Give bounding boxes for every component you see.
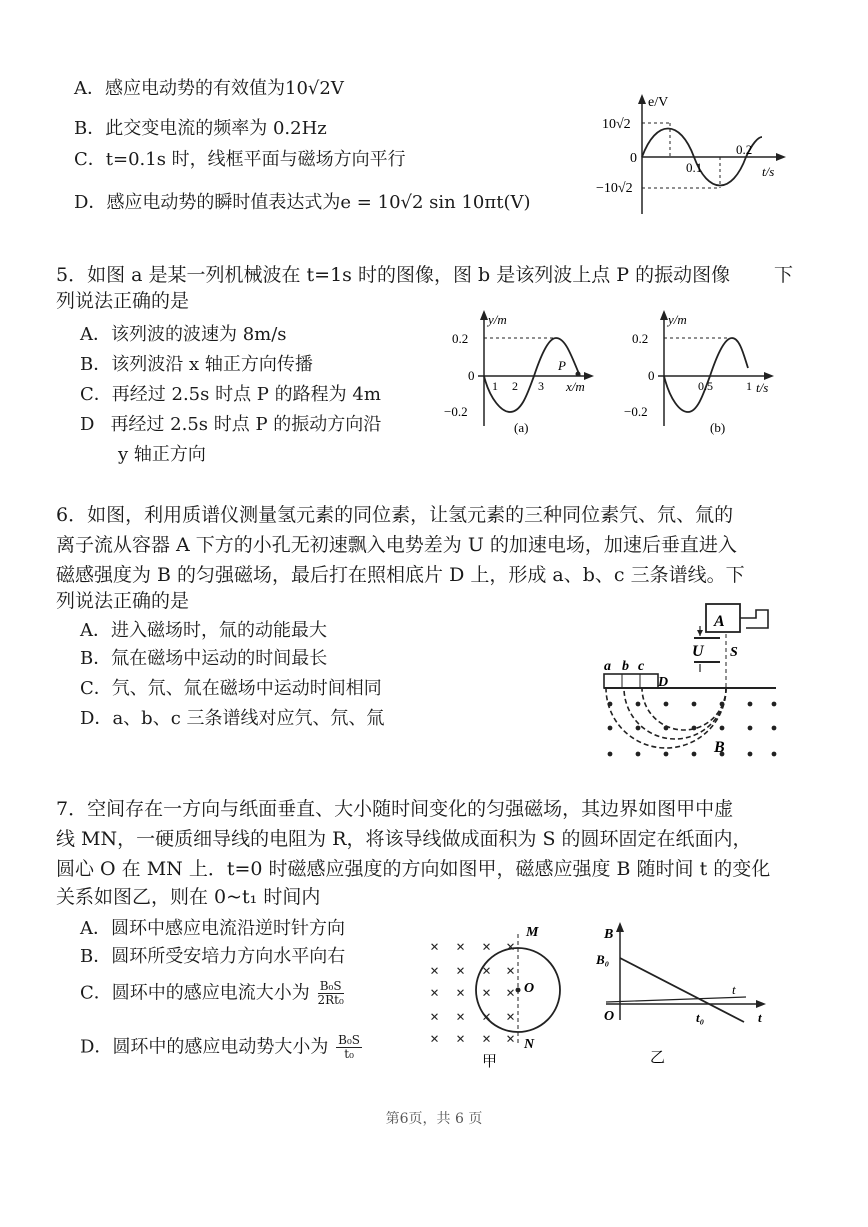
q7-label-O: O bbox=[524, 981, 535, 996]
svg-text:×: × bbox=[506, 1009, 516, 1026]
q7-yi-x-axis: t bbox=[758, 1010, 762, 1025]
q5-stem-line1: 5．如图 a 是某一列机械波在 t=1s 时的图像，图 b 是该列波上点 P 的振动图像 bbox=[56, 264, 731, 286]
q4-x-tick-2: 0.2 bbox=[736, 142, 753, 157]
svg-text:×: × bbox=[506, 1031, 516, 1048]
q5a-point-p: P bbox=[558, 358, 566, 373]
q5-option-d: D 再经过 2.5s 时点 P 的振动方向沿 bbox=[80, 414, 382, 435]
q4-y-axis-label: e/V bbox=[648, 95, 669, 110]
q5-fig-a-wave-graph bbox=[440, 308, 600, 440]
q6-label-B: B bbox=[714, 739, 725, 756]
svg-text:×: × bbox=[482, 985, 492, 1002]
svg-text:×: × bbox=[430, 1031, 440, 1048]
q4-y-min: −10√2 bbox=[596, 181, 633, 196]
q5a-x-tick-2: 2 bbox=[512, 379, 518, 393]
q7-option-b: B．圆环所受安培力方向水平向右 bbox=[80, 946, 346, 967]
q5a-origin: 0 bbox=[468, 368, 475, 383]
q5-stem-line2: 列说法正确的是 bbox=[56, 290, 190, 312]
svg-text:×: × bbox=[506, 985, 516, 1002]
q5b-x-tick-1: 0.5 bbox=[698, 379, 713, 393]
q5b-y-axis-label: y/m bbox=[668, 312, 687, 327]
q7-yi-b0: B₀ bbox=[596, 952, 610, 967]
q5b-caption: (b) bbox=[710, 420, 726, 435]
q7-stem-line2: 线 MN，一硬质细导线的电阻为 R，将该导线做成面积为 S 的圆环固定在纸面内， bbox=[56, 828, 752, 850]
q4-option-a: A．感应电动势的有效值为10√2V bbox=[74, 78, 344, 99]
q6-stem-line3: 磁感强度为 B 的匀强磁场，最后打在照相底片 D 上，形成 a、b、c 三条谱线。下 bbox=[56, 564, 745, 586]
q7-yi-t-mid: t bbox=[732, 982, 736, 997]
q7-stem-line4: 关系如图乙，则在 0~t₁ 时间内 bbox=[56, 886, 321, 908]
svg-text:×: × bbox=[482, 1031, 492, 1048]
svg-text:×: × bbox=[430, 963, 440, 980]
q5b-x-tick-2: 1 bbox=[746, 379, 752, 393]
svg-text:×: × bbox=[456, 1009, 466, 1026]
q5a-y-max: 0.2 bbox=[452, 331, 469, 346]
svg-text:×: × bbox=[456, 939, 466, 956]
svg-text:×: × bbox=[482, 1009, 492, 1026]
q5b-x-axis-label: t/s bbox=[756, 380, 769, 395]
svg-text:×: × bbox=[506, 963, 516, 980]
q4-option-d: D．感应电动势的瞬时值表达式为e = 10√2 sin 10πt(V) bbox=[74, 192, 531, 213]
q5-option-b: B．该列波沿 x 轴正方向传播 bbox=[80, 354, 313, 375]
q5a-x-axis-label: x/m bbox=[566, 379, 585, 394]
q6-label-S: S bbox=[730, 645, 738, 660]
q6-option-a: A．进入磁场时，氚的动能最大 bbox=[80, 620, 327, 641]
q6-stem-line2: 离子流从容器 A 下方的小孔无初速飘入电势差为 U 的加速电场，加速后垂直进入 bbox=[56, 534, 737, 556]
q5b-origin: 0 bbox=[648, 368, 655, 383]
svg-text:×: × bbox=[482, 963, 492, 980]
q5-option-c: C．再经过 2.5s 时点 P 的路程为 4m bbox=[80, 384, 381, 405]
q7-stem-line3: 圆心 O 在 MN 上．t=0 时磁感应强度的方向如图甲，磁感应强度 B 随时间 t 的变化 bbox=[56, 858, 771, 880]
q7-fig-jia-ring-in-field bbox=[426, 920, 576, 1070]
svg-text:×: × bbox=[456, 1031, 466, 1048]
q4-emf-graph bbox=[590, 92, 790, 232]
q7-yi-origin: O bbox=[604, 1009, 615, 1024]
q7-fraction-c: $\frac{\text{B₀S}}{\text{2Rt₀}}$ bbox=[317, 979, 344, 1007]
q5-option-a: A．该列波的波速为 8m/s bbox=[80, 324, 287, 345]
q5a-y-min: −0.2 bbox=[444, 404, 468, 419]
q6-label-U: U bbox=[692, 643, 704, 660]
q6-stem-line4: 列说法正确的是 bbox=[56, 590, 190, 612]
q5-option-d-cont: y 轴正方向 bbox=[118, 444, 206, 465]
q6-option-d: D．a、b、c 三条谱线对应氕、氘、氚 bbox=[80, 708, 385, 729]
q7-fraction-d: $\frac{\text{B₀S}}{\text{t₀}}$ bbox=[338, 1033, 361, 1061]
q6-label-c: c bbox=[638, 659, 645, 674]
q6-option-c: C．氕、氘、氚在磁场中运动时间相同 bbox=[80, 678, 382, 699]
svg-text:×: × bbox=[430, 939, 440, 956]
svg-text:×: × bbox=[430, 1009, 440, 1026]
svg-text:×: × bbox=[456, 985, 466, 1002]
svg-text:×: × bbox=[482, 939, 492, 956]
q6-stem-line1: 6．如图，利用质谱仪测量氢元素的同位素，让氢元素的三种同位素氕、氘、氚的 bbox=[56, 504, 734, 526]
q5-stem-tail: 下 bbox=[774, 264, 794, 286]
page-footer: 第6页，共 6 页 bbox=[385, 1111, 483, 1127]
q7-option-d: D．圆环中的感应电动势大小为 $\frac{\text{B₀S}}{\text{t₀}}$ bbox=[80, 1033, 361, 1061]
q4-option-b: B．此交变电流的频率为 0.2Hz bbox=[74, 118, 327, 139]
q7-yi-y-axis: B bbox=[604, 927, 614, 942]
q5a-caption: (a) bbox=[514, 420, 529, 435]
q7-caption-jia: 甲 bbox=[482, 1054, 498, 1070]
q5a-x-tick-1: 1 bbox=[492, 379, 498, 393]
q5b-y-max: 0.2 bbox=[632, 331, 649, 346]
q7-fig-yi-b-t-graph bbox=[596, 920, 776, 1070]
q6-option-b: B．氚在磁场中运动的时间最长 bbox=[80, 648, 328, 669]
q4-y-max: 10√2 bbox=[602, 117, 631, 132]
q7-label-M: M bbox=[526, 925, 539, 940]
q6-mass-spectrometer-figure bbox=[596, 600, 782, 770]
q4-option-c: C．t=0.1s 时，线框平面与磁场方向平行 bbox=[74, 149, 406, 170]
svg-text:×: × bbox=[506, 939, 516, 956]
q6-label-D: D bbox=[658, 675, 669, 690]
q7-stem-line1: 7．空间存在一方向与纸面垂直、大小随时间变化的匀强磁场，其边界如图甲中虚 bbox=[56, 798, 734, 820]
q5-fig-b-vibration-graph bbox=[624, 308, 784, 440]
q5b-y-min: −0.2 bbox=[624, 404, 648, 419]
q4-x-axis-label: t/s bbox=[762, 164, 775, 179]
q5a-x-tick-3: 3 bbox=[538, 379, 544, 393]
q7-option-c: C．圆环中的感应电流大小为 $\frac{\text{B₀S}}{\text{2Rt₀}}$ bbox=[80, 979, 344, 1007]
q6-label-a: a bbox=[604, 659, 611, 674]
q7-option-a: A．圆环中感应电流沿逆时针方向 bbox=[80, 918, 345, 939]
svg-text:×: × bbox=[456, 963, 466, 980]
q6-label-b: b bbox=[622, 659, 629, 674]
q4-origin: 0 bbox=[630, 151, 637, 166]
q7-caption-yi: 乙 bbox=[650, 1050, 666, 1066]
q7-label-N: N bbox=[524, 1037, 535, 1052]
q7-yi-t0: t₀ bbox=[696, 1010, 705, 1025]
svg-text:×: × bbox=[430, 985, 440, 1002]
q4-x-tick-1: 0.1 bbox=[686, 160, 703, 175]
q6-label-A: A bbox=[714, 613, 725, 630]
q5a-y-axis-label: y/m bbox=[488, 312, 507, 327]
